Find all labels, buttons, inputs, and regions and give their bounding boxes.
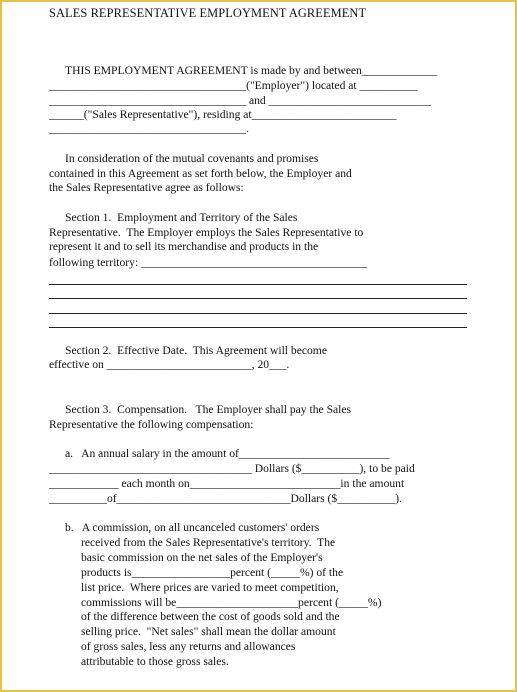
consideration-line: In consideration of the mutual covenants and promises bbox=[65, 152, 319, 165]
salary-line: ____________ each month on__________________________in the amount bbox=[49, 477, 405, 490]
section1-line: represent it and to sell its merchandise and products in the bbox=[49, 240, 319, 253]
commission-line: of the difference between the cost of goods sold and the bbox=[81, 610, 340, 623]
territory-blank-line bbox=[49, 313, 467, 314]
commission-line: list price. Where prices are varied to meet competition, bbox=[81, 581, 339, 594]
territory-blank-line bbox=[49, 284, 467, 285]
commission-line: selling price. "Net sales" shall mean the dollar amount bbox=[81, 625, 336, 638]
section2-line: effective on _________________________, 20___. bbox=[49, 358, 290, 371]
intro-line: THIS EMPLOYMENT AGREEMENT is made by and between_____________ bbox=[65, 64, 438, 77]
section1-line: following territory: _______________________________________ bbox=[49, 256, 368, 269]
section2-line: Section 2. Effective Date. This Agreement will become bbox=[65, 344, 327, 357]
salary-line: __________of______________________________Dollars ($__________). bbox=[49, 492, 402, 505]
commission-line: basic commission on the net sales of the Employer's bbox=[81, 551, 323, 564]
salary-line: ___________________________________ Dollars ($__________), to be paid bbox=[49, 462, 415, 475]
commission-line: received from the Sales Representative's territory. The bbox=[81, 536, 336, 549]
territory-blank-line bbox=[49, 298, 467, 299]
commission-line: attributable to those gross sales. bbox=[81, 655, 229, 668]
section1-line: Representative. The Employer employs the Sales Representative to bbox=[49, 226, 364, 239]
intro-line: __________________________________("Employer") located at __________ bbox=[49, 79, 418, 92]
section3-line: Section 3. Compensation. The Employer shall pay the Sales bbox=[65, 403, 352, 416]
territory-blank-line bbox=[49, 327, 467, 328]
commission-line: products is_________________percent (_____%) of the bbox=[81, 566, 344, 579]
document-title: SALES REPRESENTATIVE EMPLOYMENT AGREEMENT bbox=[49, 6, 367, 20]
salary-line: a. An annual salary in the amount of__________________________ bbox=[65, 447, 390, 460]
commission-line: of gross sales, less any returns and allowances bbox=[81, 640, 296, 653]
intro-line: ______("Sales Representative"), residing at_________________________ bbox=[49, 108, 397, 121]
section1-line: Section 1. Employment and Territory of the Sales bbox=[65, 211, 298, 224]
section3-line: Representative the following compensation: bbox=[49, 418, 254, 431]
commission-line: b. A commission, on all uncanceled customers' orders bbox=[65, 521, 320, 534]
consideration-line: the Sales Representative agree as follows: bbox=[49, 181, 244, 194]
commission-line: commissions will be_____________________percent (_____%) bbox=[81, 596, 382, 609]
intro-line: __________________________________ and ____________________________ bbox=[49, 94, 431, 107]
consideration-line: contained in this Agreement as set forth below, the Employer and bbox=[49, 167, 352, 180]
intro-line: __________________________________. bbox=[49, 122, 249, 135]
